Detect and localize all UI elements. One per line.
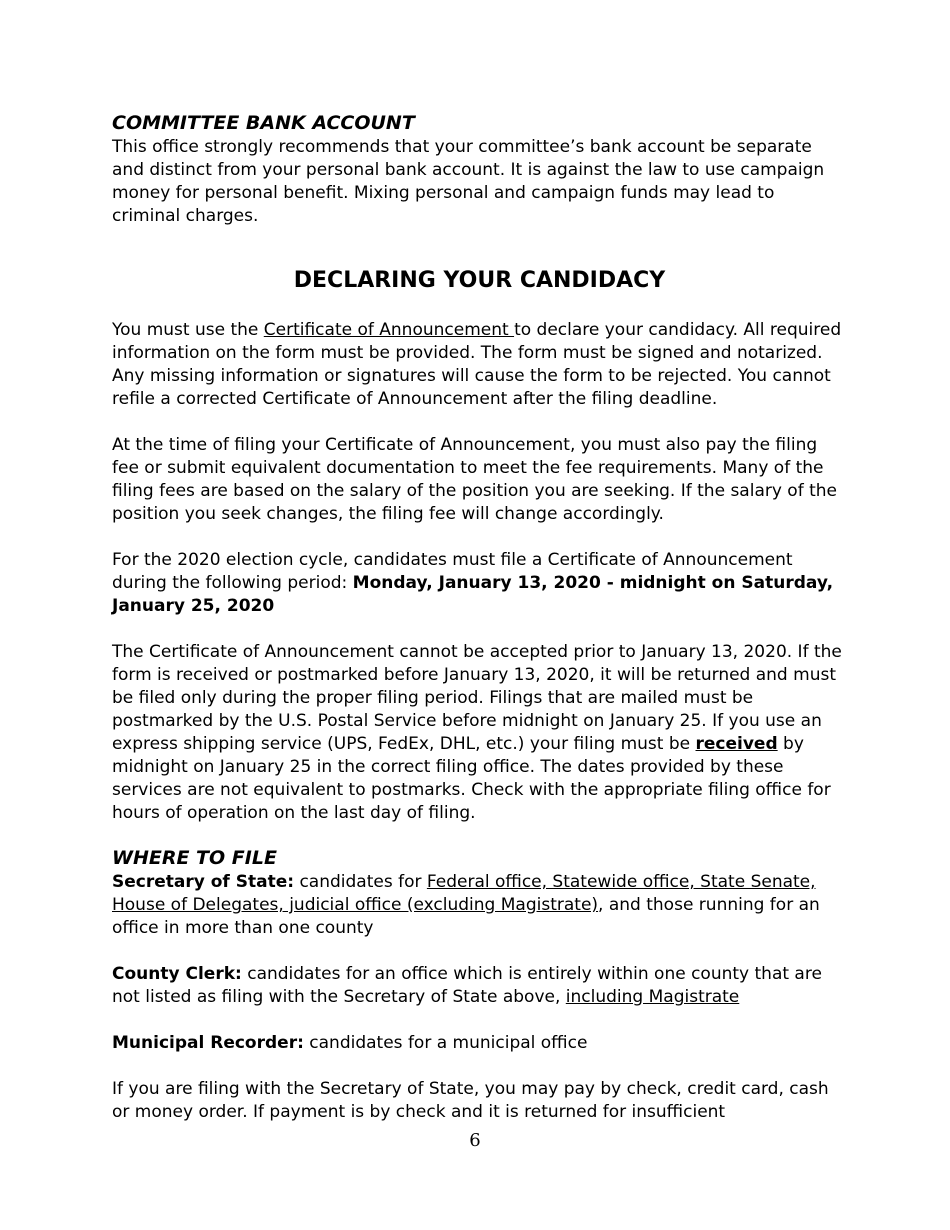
certificate-paragraph [112, 319, 847, 411]
secretary-of-state-intro: candidates for [294, 872, 427, 892]
filing-fee-paragraph: At the time of filing your Certificate of Announcement, you must also pay the filing fee or submit equivalent documentation to meet the fee requirements. Many of the filing fees are based on the salary of the position you are seeking. If the salary of the position you seek changes, the filing fee will change accordingly. [112, 435, 837, 524]
bank-account-heading: COMMITTEE BANK ACCOUNT [112, 112, 415, 134]
county-clerk-label: County Clerk: [112, 964, 242, 984]
municipal-recorder-text: candidates for a municipal office [303, 1033, 588, 1053]
certificate-rest-text: to declare your candidacy. All required information on the form must be provided. The form must be signed and notarized. Any missing information or signatures will cause the form to be rejected. You cannot refile a corrected Certificate of Announcement after the filing deadline. [112, 320, 842, 409]
postmark-paragraph [112, 641, 847, 825]
municipal-recorder-label: Municipal Recorder: [112, 1033, 304, 1053]
filing-period-paragraph [112, 549, 847, 618]
secretary-of-state-rest: , and those running for an office in more than one county [112, 895, 820, 938]
payment-paragraph: If you are filing with the Secretary of State, you may pay by check, credit card, cash or money order. If payment is by check and it is returned for insufficient [112, 1079, 829, 1122]
certificate-of-announcement-link[interactable]: Certificate of Announcement [263, 320, 515, 340]
postmark-rest: by midnight on January 25 in the correct filing office. The dates provided by these services are not equivalent to postmarks. Check with the appropriate filing office for hours of operation on the last day of filing. [112, 734, 831, 823]
secretary-of-state-label: Secretary of State: [112, 872, 295, 892]
where-to-file-heading: WHERE TO FILE [112, 847, 277, 869]
filing-period-dates: Monday, January 13, 2020 - midnight on Saturday, January 25, 2020 [112, 573, 834, 616]
municipal-recorder-paragraph [112, 1032, 847, 1055]
declaring-candidacy-title: DECLARING YOUR CANDIDACY [293, 268, 666, 293]
including-magistrate-link[interactable]: including Magistrate [565, 987, 740, 1007]
certificate-intro-text: You must use the [112, 320, 264, 340]
bank-account-paragraph: This office strongly recommends that your committee’s bank account be separate and distinct from your personal bank account. It is against the law to use campaign money for personal benefit. Mixing personal and campaign funds may lead to criminal charges. [112, 137, 825, 226]
postmark-intro: The Certificate of Announcement cannot be accepted prior to January 13, 2020. If the form is received or postmarked before January 13, 2020, it will be returned and must be filed only during the proper filing period. Filings that are mailed must be postmarked by the U.S. Postal Service before midnight on January 25. If you use an express shipping service (UPS, FedEx, DHL, etc.) your filing must be [112, 642, 842, 754]
county-clerk-text: candidates for an office which is entirely within one county that are not listed as filing with the Secretary of State above, [112, 964, 822, 1007]
secretary-of-state-paragraph [112, 871, 847, 940]
secretary-of-state-offices-link[interactable]: Federal office, Statewide office, State Senate, House of Delegates, judicial office (excluding Magistrate) [112, 872, 816, 915]
filing-period-intro: For the 2020 election cycle, candidates must file a Certificate of Announcement during the following period: [112, 550, 793, 593]
received-emphasis: received [695, 734, 778, 754]
document-page [112, 110, 847, 1124]
county-clerk-paragraph [112, 963, 847, 1009]
page-number: 6 [469, 1130, 481, 1151]
